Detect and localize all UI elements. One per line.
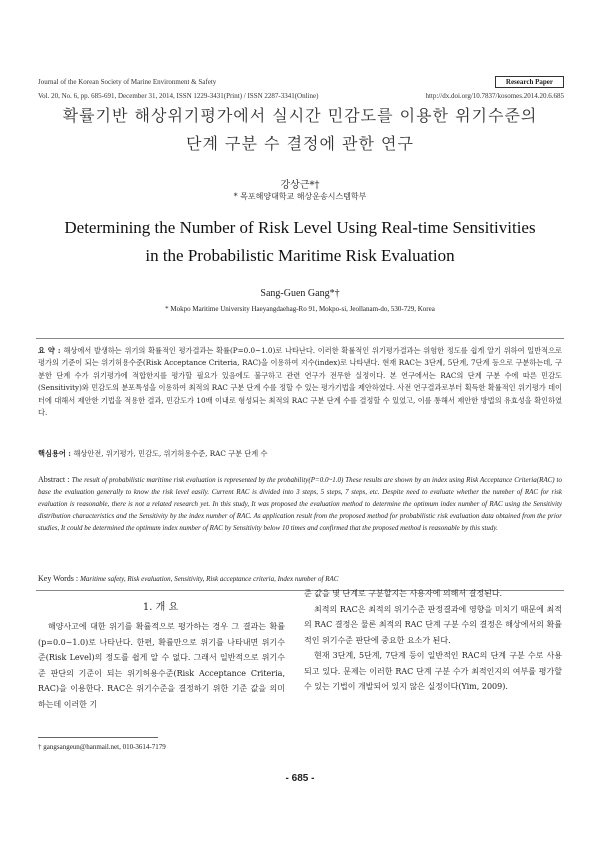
body-paragraph: 준 값을 몇 단계로 구분할지는 사용자에 의해서 결정된다. xyxy=(304,589,503,598)
right-column xyxy=(304,586,562,695)
keywords-kr-text: 해상안전, 위기평가, 민감도, 위기허용수준, RAC 구분 단계 수 xyxy=(73,449,268,458)
title-en-line1: Determining the Number of Risk Level Using Real-time Sensitivities xyxy=(64,218,536,237)
keywords-en-label: Key Words : xyxy=(38,574,81,583)
affiliation-kr: * 목포해양대학교 해상운송시스템학부 xyxy=(233,192,367,201)
keywords-en-text: Maritime safety, Risk evaluation, Sensitivity, Risk acceptance criteria, Index number of RAC xyxy=(80,575,339,583)
abstract-en-label: Abstract : xyxy=(38,475,72,484)
title-en-line2: in the Probabilistic Maritime Risk Evaluation xyxy=(145,246,455,265)
title-kr-line1: 확률기반 해상위기평가에서 실시간 민감도를 이용한 위기수준의 xyxy=(62,106,538,125)
doi-link[interactable]: http://dx.doi.org/10.7837/kosomes.2014.20.6.685 xyxy=(425,92,564,100)
keywords-en xyxy=(38,574,562,583)
abstract-kr-text: 해상에서 발생하는 위기의 확률적인 평가결과는 확률(P=0.0~1.0)로 나타난다. 이러한 확률적인 위기평가결과는 위험한 정도를 쉽게 알기 위하여 일반적으로 평가의 기준이 되는 위기허용수준(Risk Acceptance Criteria, RAC)을 이용하여 지수(index)로 나타낸다. 현재 RAC는 3단계, 5단계, 7단계 등으로 구분하는데, 구분한 단계 수가 위기평가에 적합한지를 평가할 필요가 있음에도 불구하고 관련 연구가 전무한 실정이다. 본 연구에서는 RAC의 단계 구분 수에 따른 민감도(Sensitivity)와 민감도의 분포특성을 이용하여 최적의 RAC 구분 단계 수를 정할 수 있는 평가기법을 제안하였다. 사전 연구결과로부터 획득한 확률적인 위기평가 데이터에 대해서 제안한 기법을 적용한 결과, 민감도가 10배 이내로 형성되는 최적의 RAC 구분 단계 수를 결정할 수 있었고, 이를 통해서 제안한 방법의 유효성을 확인하였다. xyxy=(38,346,563,418)
author-kr: 강상근*† xyxy=(280,180,320,191)
affiliation-en: * Mokpo Maritime University Haeyangdaehag-Ro 91, Mokpo-si, Jeollanam-do, 530-729, Korea xyxy=(165,305,435,313)
author-en: Sang-Guen Gang*† xyxy=(260,288,340,299)
footnote-divider xyxy=(38,737,158,738)
footnote: † gangsangeun@hanmail.net, 010-3614-7179 xyxy=(38,743,166,751)
keywords-kr-label: 핵심용어 : xyxy=(38,449,74,458)
divider-top xyxy=(36,338,564,339)
title-kr-line2: 단계 구분 수 결정에 관한 연구 xyxy=(186,134,414,153)
section-heading: 1. 개 요 xyxy=(142,602,179,613)
abstract-en-text: The result of probabilistic maritime risk evaluation is represented by the probability(P=0.0~1.0) These results are shown by an index using Risk Acceptance Criteria(RAC) to base the evaluation generally to know the risk level easily. Current RAC is divided into 3 steps, 5 steps, 7 steps, etc. Despite need to evaluate whether the number of RAC for risk evaluation is reasonable, there is not a related research yet. In this study, It was proposed the evaluation method to determine the optimum index number of RAC using the Sensitivity distribution characteristics and the Sensitivity by the index number of RAC. As application result from the proposed method for probabilistic risk evaluation data obtained from the prior studies, It could be determined the optimum index number of RAC by Sensitivity below 10 times and confirmed that the proposed method is reasonable by this study. xyxy=(38,476,562,533)
body-paragraph: 해양사고에 대한 위기를 확률적으로 평가하는 경우 그 결과는 확률(p=0.0~1.0)로 나타난다. 한편, 확률만으로 위기를 나타내면 위기수준(Risk Level)의 정도를 쉽게 알 수 없다. 그래서 일반적으로 위기수준 판단의 기준이 되는 위기허용수준(Risk Acceptance Criteria, RAC)을 이용한다. RAC은 위기수준을 결정하기 위한 기준 값을 의미하는데 이러한 기 xyxy=(38,622,285,709)
abstract-kr xyxy=(38,345,562,419)
abstract-en xyxy=(38,474,562,534)
paper-type-badge: Research Paper xyxy=(495,76,564,88)
journal-name: Journal of the Korean Society of Marine Environment & Safety xyxy=(38,78,217,86)
page-number: - 685 - xyxy=(285,773,315,784)
keywords-kr xyxy=(38,449,562,459)
body-paragraph: 최적의 RAC은 최적의 위기수준 판정결과에 영향을 미치기 때문에 최적의 RAC 결정은 물론 최적의 RAC 단계 구분 수의 결정은 해상에서의 확률적인 위기수준 판단에 중요한 요소가 된다. xyxy=(304,604,562,645)
volume-line: Vol. 20, No. 6, pp. 685-691, December 31, 2014, ISSN 1229-3431(Print) / ISSN 2287-3341(Online) xyxy=(38,92,319,100)
left-column xyxy=(38,619,285,712)
body-paragraph: 현재 3단계, 5단계, 7단계 등이 일반적인 RAC의 단계 구분 수로 사용되고 있다. 문제는 이러한 RAC 단계 구분 수가 최적인지의 여부를 평가할 수 있는 기법이 개발되어 있지 않은 실정이다(Yim, 2009). xyxy=(304,651,562,691)
abstract-kr-label: 요 약 : xyxy=(38,346,64,355)
